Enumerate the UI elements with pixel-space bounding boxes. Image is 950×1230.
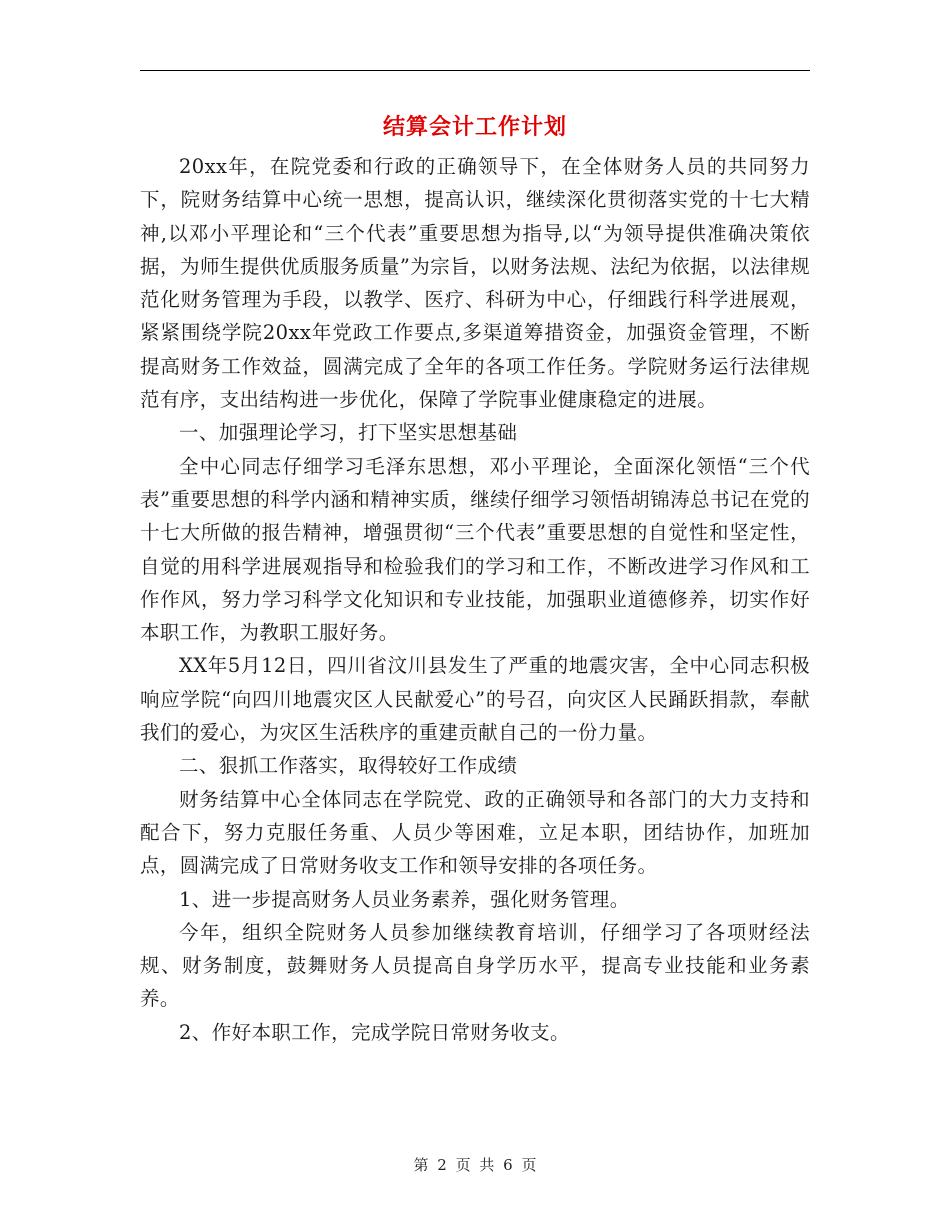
subheading-1: 1、进一步提高财务人员业务素养，强化财务管理。 [179, 887, 630, 911]
subheading-2: 2、作好本职工作，完成学院日常财务收支。 [179, 1020, 570, 1044]
document-title: 结算会计工作计划 [382, 114, 567, 140]
paragraph-theory-study: 全中心同志仔细学习毛泽东思想，邓小平理论，全面深化领悟“三个代表”重要思想的科学内涵和精神实质，继续仔细学习领悟胡锦涛总书记在党的十七大所做的报告精神，增强贯彻“三个代表”重要思想的自觉性和坚定性，自觉的用科学进展观指导和检验我们的学习和工作，不断改进学习作风和工作作风，努力学习科学文化知识和专业技能，加强职业道德修养，切实作好本职工作，为教职工服好务。 [140, 454, 810, 645]
paragraph-intro: 20xx年，在院党委和行政的正确领导下，在全体财务人员的共同努力下，院财务结算中心统一思想，提高认识，继续深化贯彻落实党的十七大精神,以邓小平理论和“三个代表”重要思想为指导,以“为领导提供准确决策依据，为师生提供优质服务质量”为宗旨，以财务法规、法纪为依据，以法律规范化财务管理为手段，以教学、医疗、科研为中心，仔细践行科学进展观，紧紧围绕学院20xx年党政工作要点,多渠道筹措资金，加强资金管理，不断提高财务工作效益，圆满完成了全年的各项工作任务。学院财务运行法律规范有序，支出结构进一步优化，保障了学院事业健康稳定的进展。 [140, 155, 810, 412]
paragraph-training: 今年，组织全院财务人员参加继续教育培训，仔细学习了各项财经法规、财务制度，鼓舞财务人员提高自身学历水平，提高专业技能和业务素养。 [140, 920, 810, 1011]
paragraph-earthquake-donation: XX年5月12日，四川省汶川县发生了严重的地震灾害，全中心同志积极响应学院“向四川地震灾区人民献爱心”的号召，向灾区人民踊跃捐款，奉献我们的爱心，为灾区生活秩序的重建贡献自己的一份力量。 [140, 654, 810, 745]
paragraph-work-results: 财务结算中心全体同志在学院党、政的正确领导和各部门的大力支持和配合下，努力克服任务重、人员少等困难，立足本职，团结协作，加班加点，圆满完成了日常财务收支工作和领导安排的各项任务。 [140, 787, 810, 878]
section-heading-2: 二、狠抓工作落实，取得较好工作成绩 [179, 754, 518, 778]
document-body [140, 150, 810, 1049]
header-rule [140, 70, 810, 71]
page-number-footer: 第 2 页 共 6 页 [413, 1156, 537, 1174]
section-heading-1: 一、加强理论学习，打下坚实思想基础 [179, 421, 518, 445]
